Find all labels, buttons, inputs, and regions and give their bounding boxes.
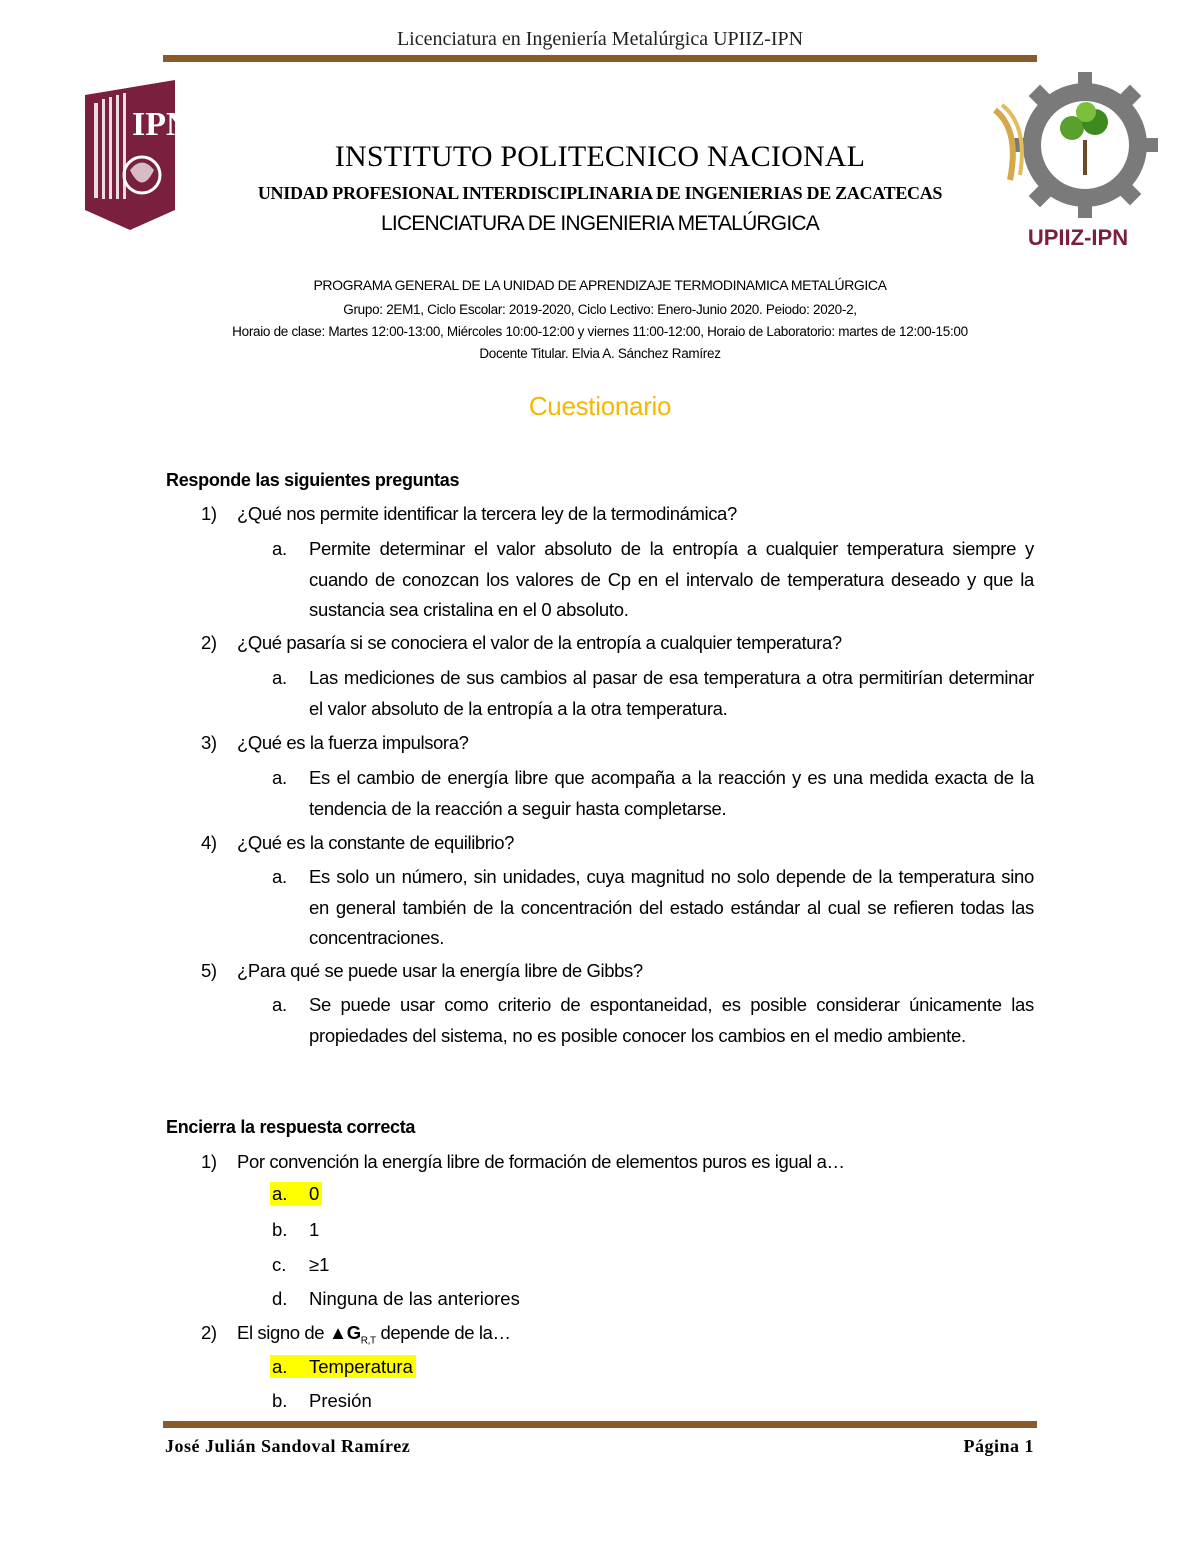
- answer-letter: a.: [272, 767, 287, 788]
- section-heading-1: Responde las siguientes preguntas: [166, 470, 460, 490]
- option-letter: a.: [272, 1183, 288, 1204]
- answer-5: [272, 990, 1034, 1051]
- option-text: ≥1: [309, 1254, 330, 1275]
- option-c: [272, 1254, 329, 1276]
- question-text: ¿Qué pasaría si se conociera el valor de la entropía a cualquier temperatura?: [237, 632, 842, 653]
- institution-name: INSTITUTO POLITECNICO NACIONAL: [334, 140, 866, 173]
- option-text: Presión: [309, 1390, 372, 1411]
- answer-letter: a.: [272, 538, 287, 559]
- question-text: ¿Qué es la fuerza impulsora?: [237, 732, 469, 753]
- document-title: Cuestionario: [528, 391, 672, 421]
- option-letter: b.: [272, 1219, 288, 1240]
- option-b: [272, 1390, 372, 1412]
- question-number: 2): [201, 632, 217, 653]
- answer-text: Se puede usar como criterio de espontaneidad, es posible considerar únicamente las propiedades del sistema, no es posible conocer los cambios en el medio ambiente.: [309, 994, 1034, 1046]
- program-line-3: Docente Titular. Elvia A. Sánchez Ramírez: [479, 346, 721, 361]
- question-text: ¿Qué es la constante de equilibrio?: [237, 832, 515, 853]
- option-text: Ninguna de las anteriores: [309, 1288, 520, 1309]
- svg-text:IPN: IPN: [132, 106, 191, 143]
- option-letter: b.: [272, 1390, 288, 1411]
- answer-2: [272, 663, 1034, 724]
- answer-letter: a.: [272, 667, 287, 688]
- question-text: ¿Para qué se puede usar la energía libre de Gibbs?: [237, 960, 643, 981]
- answer-3: [272, 763, 1034, 824]
- footer-rule: [163, 1421, 1037, 1428]
- option-text: 1: [309, 1219, 320, 1240]
- option-letter: d.: [272, 1288, 288, 1309]
- delta-g-symbol: ▲G: [328, 1322, 361, 1343]
- program-line-1: Grupo: 2EM1, Ciclo Escolar: 2019-2020, Ciclo Lectivo: Enero-Junio 2020. Peiodo: 2020-2,: [343, 302, 857, 317]
- career-name: LICENCIATURA DE INGENIERIA METALÚRGICA: [381, 212, 819, 235]
- option-letter: a.: [272, 1356, 288, 1377]
- option-letter: c.: [272, 1254, 287, 1275]
- question-text: Por convención la energía libre de formación de elementos puros es igual a…: [237, 1151, 845, 1172]
- question-number: 4): [201, 832, 217, 853]
- option-a: [272, 1356, 416, 1378]
- svg-text:UPIIZ-IPN: UPIIZ-IPN: [1027, 225, 1129, 250]
- answer-text: Es solo un número, sin unidades, cuya magnitud no solo depende de la temperatura sino en general también de la concentración del estado estándar al cual se refieren todas las concentraciones.: [309, 866, 1034, 948]
- option-text: Temperatura: [309, 1356, 413, 1377]
- unit-name: UNIDAD PROFESIONAL INTERDISCIPLINARIA DE INGENIERIAS DE ZACATECAS: [257, 183, 943, 203]
- option-d: [272, 1288, 520, 1310]
- footer-author: José Julián Sandoval Ramírez: [165, 1436, 411, 1456]
- option-a: [272, 1183, 322, 1205]
- question-number: 1): [201, 503, 217, 524]
- option-text: 0: [309, 1183, 320, 1204]
- footer-page-number: Página 1: [963, 1436, 1034, 1456]
- answer-4: [272, 862, 1034, 954]
- program-line-2: Horaio de clase: Martes 12:00-13:00, Miércoles 10:00-12:00 y viernes 11:00-12:00, Horaio de Laboratorio: martes de 12:00-15:00: [232, 324, 968, 339]
- program-title: PROGRAMA GENERAL DE LA UNIDAD DE APRENDIZAJE TERMODINAMICA METALÚRGICA: [313, 277, 887, 293]
- answer-letter: a.: [272, 994, 287, 1015]
- running-header: Licenciatura en Ingeniería Metalúrgica UPIIZ-IPN: [396, 28, 804, 50]
- answer-1: [272, 534, 1034, 626]
- header-rule: [163, 55, 1037, 62]
- question-text: ¿Qué nos permite identificar la tercera ley de la termodinámica?: [237, 503, 737, 524]
- answer-text: Es el cambio de energía libre que acompaña a la reacción y es una medida exacta de la tendencia de la reacción a seguir hasta completarse.: [309, 767, 1034, 819]
- question-text: El signo de $▲G_{R,T}$ depende de la…: [237, 1322, 511, 1347]
- option-b: [272, 1219, 319, 1241]
- question-number: 1): [201, 1151, 217, 1172]
- answer-text: Las mediciones de sus cambios al pasar de esa temperatura a otra permitirían determinar el valor absoluto de la entropía a la otra temperatura.: [309, 667, 1034, 719]
- question-number: 5): [201, 960, 217, 981]
- question-number: 2): [201, 1322, 217, 1343]
- answer-letter: a.: [272, 866, 287, 887]
- answer-text: Permite determinar el valor absoluto de la entropía a cualquier temperatura siempre y cuando de conozcan los valores de Cp en el intervalo de temperatura deseado y que la sustancia sea cristalina en el 0 absoluto.: [309, 538, 1034, 620]
- section-heading-2: Encierra la respuesta correcta: [166, 1117, 416, 1137]
- question-number: 3): [201, 732, 217, 753]
